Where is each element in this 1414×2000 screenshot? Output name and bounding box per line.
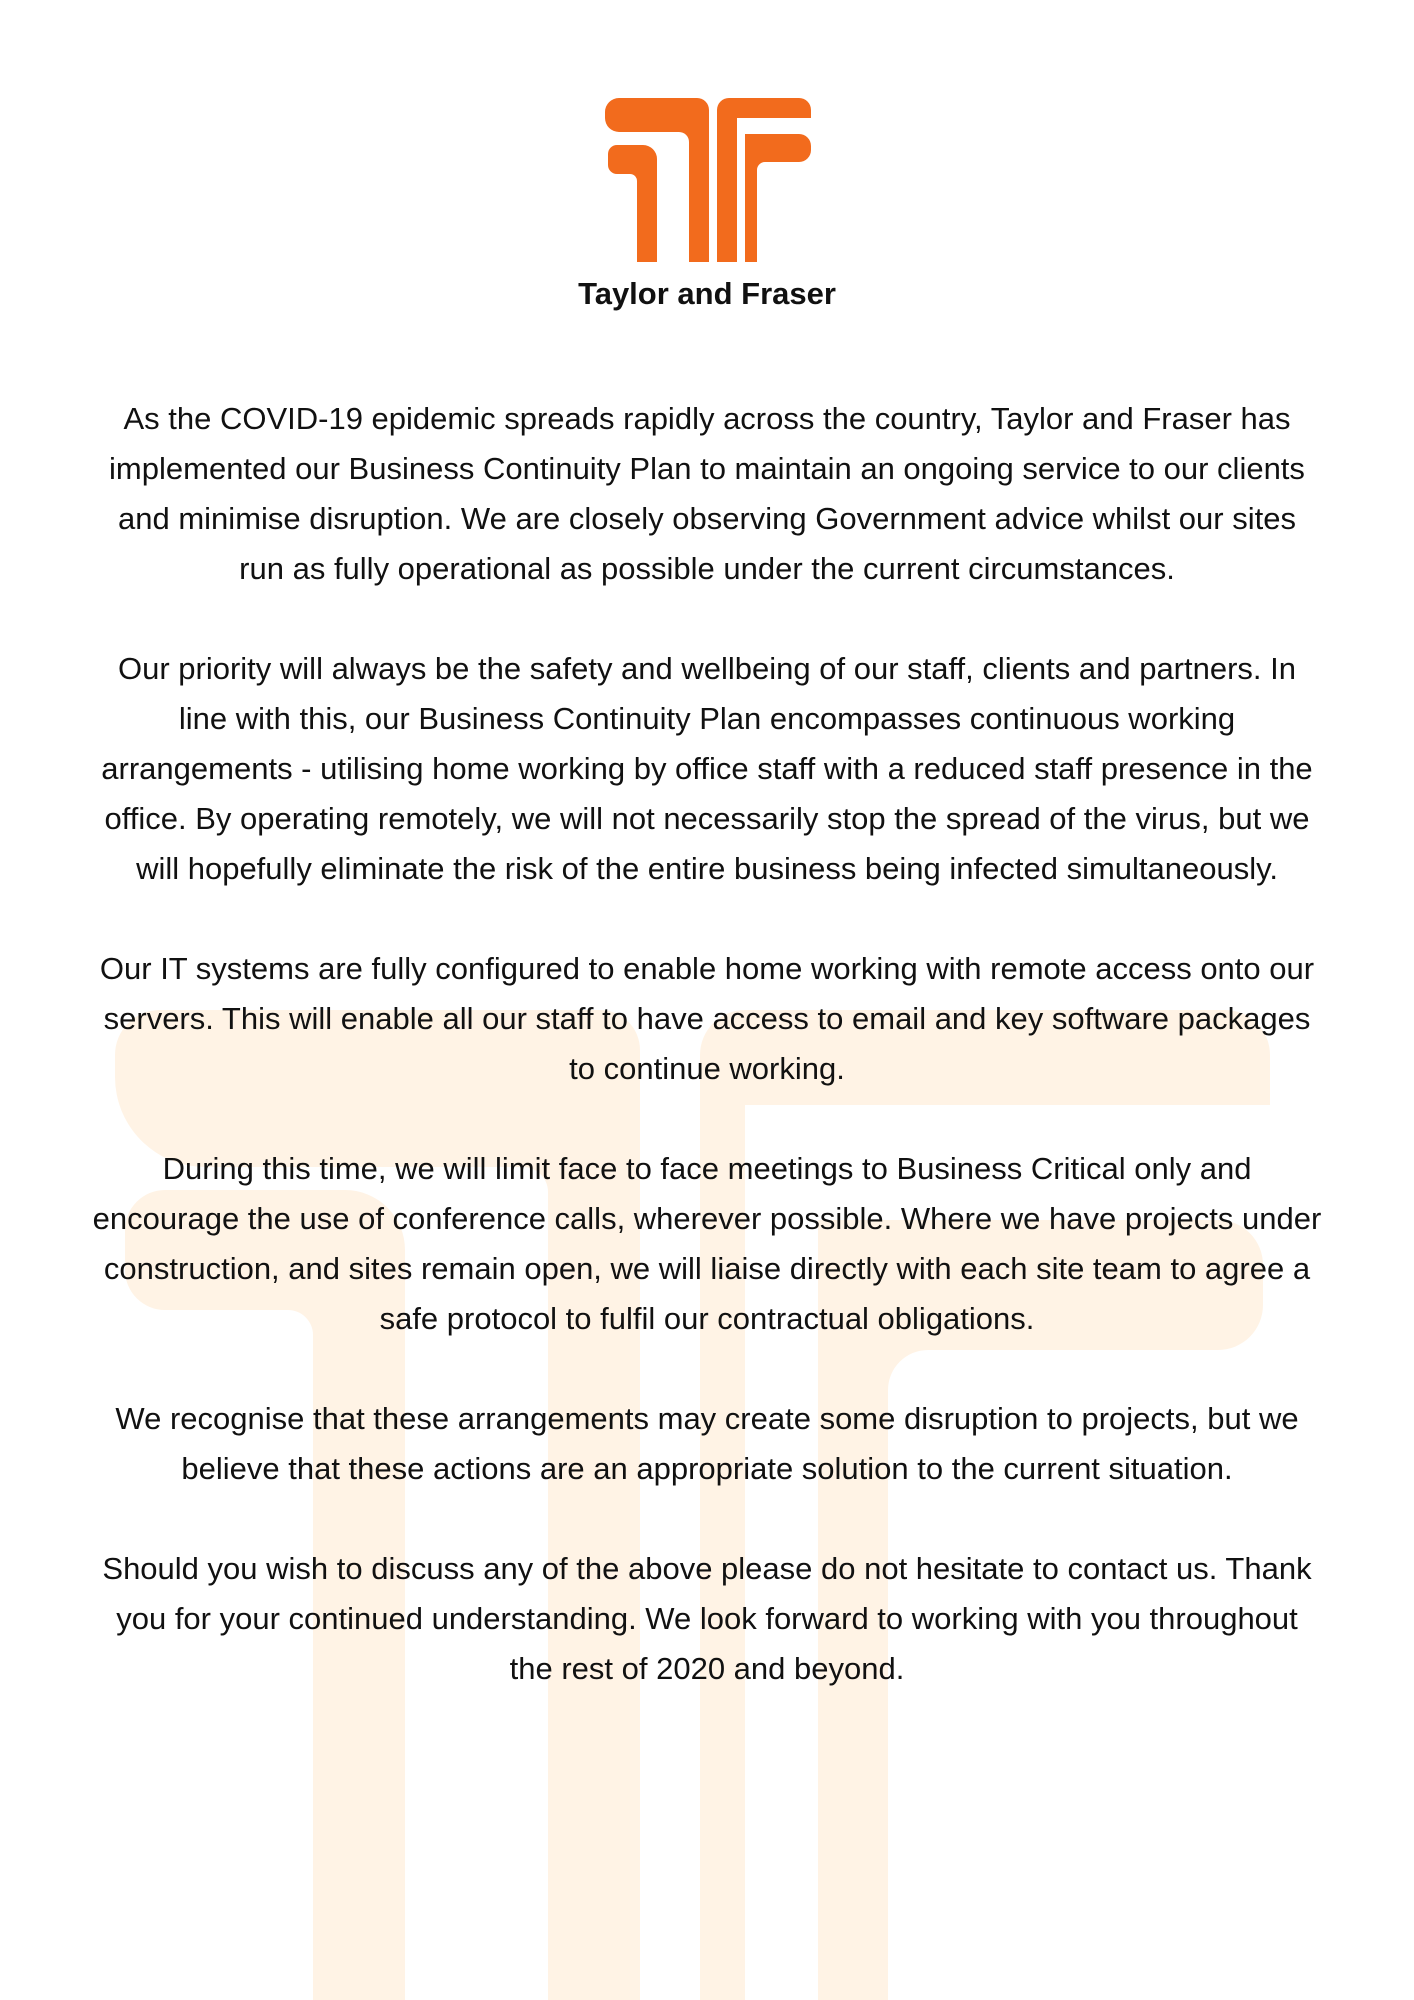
tf-monogram-icon xyxy=(605,98,811,262)
paragraph-safety-priority: Our priority will always be the safety and wellbeing of our staff, clients and partners. In line with this, our Business Continuity Plan encompasses continuous working arrangements - utilising home working by office staff with a reduced staff presence in the office. By operating remotely, we will not necessarily stop the spread of the virus, but we will hopefully eliminate the risk of the entire business being infected simultaneously. xyxy=(101,651,1313,886)
letter-body xyxy=(92,394,1322,1744)
paragraph-covid-response: As the COVID-19 epidemic spreads rapidly across the country, Taylor and Fraser has implemented our Business Continuity Plan to maintain an ongoing service to our clients and minimise disruption. We are closely observing Government advice whilst our sites run as fully operational as possible under the current circumstances. xyxy=(109,401,1305,586)
company-logo xyxy=(605,98,811,262)
paragraph-disruption: We recognise that these arrangements may create some disruption to projects, but we believe that these actions are an appropriate solution to the current situation. xyxy=(115,1401,1299,1486)
paragraph-it-systems: Our IT systems are fully configured to enable home working with remote access onto our servers. This will enable all our staff to have access to email and key software packages to continue working. xyxy=(99,951,1315,1086)
company-name: Taylor and Fraser xyxy=(578,276,836,311)
paragraph-meetings: During this time, we will limit face to face meetings to Business Critical only and encourage the use of conference calls, wherever possible. Where we have projects under construction, and sites remain open, we will liaise directly with each site team to agree a safe protocol to fulfil our contractual obligations. xyxy=(92,1151,1322,1336)
paragraph-contact: Should you wish to discuss any of the above please do not hesitate to contact us. Thank you for your continued understanding. We look forward to working with you throughout the rest of 2020 and beyond. xyxy=(102,1551,1312,1686)
